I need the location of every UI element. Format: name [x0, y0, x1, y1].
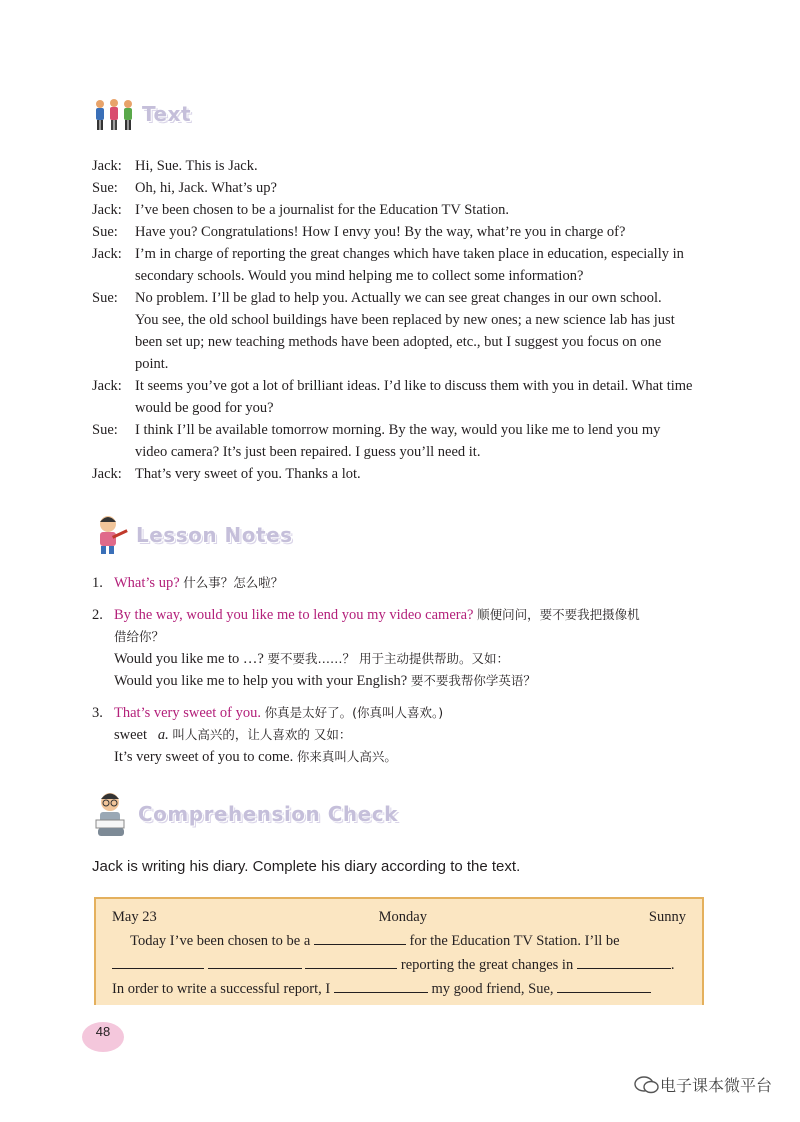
speaker: Jack: — [92, 466, 122, 482]
speech-line: I’m in charge of reporting the great changes which have taken place in education, especially in — [135, 246, 684, 262]
dialogue — [92, 155, 712, 485]
dialogue-line — [92, 199, 712, 221]
answer-blank[interactable] — [112, 954, 204, 969]
speech — [135, 375, 712, 419]
page-number: 48 — [82, 1022, 124, 1052]
answer-blank[interactable] — [557, 978, 651, 993]
watermark: 电子课本微平台 — [634, 1073, 772, 1096]
diary-weather: Sunny — [648, 909, 686, 925]
speech-line: video camera? It’s just been repaired. I guess you’ll need it. — [135, 444, 481, 460]
student-reading-icon — [92, 790, 132, 838]
answer-blank[interactable] — [577, 954, 671, 969]
speech-line: I think I’ll be available tomorrow morning. By the way, would you like me to lend you my — [135, 422, 661, 438]
speech-line: You see, the old school buildings have been replaced by new ones; a new science lab has just — [135, 312, 675, 328]
speaker: Sue: — [92, 290, 118, 306]
dialogue-line — [92, 221, 712, 243]
section-header-notes — [92, 514, 293, 556]
speaker: Jack: — [92, 246, 122, 262]
dialogue-line — [92, 177, 712, 199]
diary-day: Monday — [378, 909, 427, 925]
speech-line: would be good for you? — [135, 400, 274, 416]
speech-line: Hi, Sue. This is Jack. — [135, 158, 258, 174]
section-title: Lesson Notes — [136, 523, 293, 547]
dialogue-line — [92, 463, 712, 485]
speaker: Sue: — [92, 422, 118, 438]
people-icon — [92, 96, 136, 132]
section-header-check — [92, 790, 398, 838]
speech-line: That’s very sweet of you. Thanks a lot. — [135, 466, 361, 482]
answer-blank[interactable] — [208, 954, 302, 969]
speech — [135, 199, 712, 221]
speech-line: It seems you’ve got a lot of brilliant ideas. I’d like to discuss them with you in detail. What time — [135, 378, 693, 394]
student-writing-icon — [92, 514, 130, 556]
diary-date: May 23 — [112, 909, 157, 925]
dialogue-line — [92, 287, 712, 375]
dialogue-line — [92, 375, 712, 419]
speaker: Sue: — [92, 180, 118, 196]
section-title: Text — [142, 102, 192, 126]
speech-line: point. — [135, 356, 169, 372]
diary-box: May 23 Monday Sunny Today I’ve been chosen to be a for the Education TV Station. I’ll be reporting the great changes in . In order to write a successful report, I my good friend, Sue, — [94, 897, 704, 1005]
speech-line: I’ve been chosen to be a journalist for the Education TV Station. — [135, 202, 509, 218]
section-title: Comprehension Check — [138, 802, 398, 826]
speaker: Jack: — [92, 202, 122, 218]
answer-blank[interactable] — [334, 978, 428, 993]
speech — [135, 177, 712, 199]
speech — [135, 221, 712, 243]
dialogue-line — [92, 155, 712, 177]
speech — [135, 419, 712, 463]
speech — [135, 287, 712, 375]
speech-line: Have you? Congratulations! How I envy you! By the way, what’re you in charge of? — [135, 224, 626, 240]
note-item: 1. What’s up? 什么事？怎么啦？ — [92, 575, 284, 591]
answer-blank[interactable] — [314, 930, 406, 945]
speech-line: been set up; new teaching methods have been adopted, etc., but I suggest you focus on one — [135, 334, 662, 350]
note-item: 3. That’s very sweet of you. 你真是太好了。(你真叫人喜欢。) sweet a. 叫人高兴的，让人喜欢的 又如： It’s very sweet of you to come. 你来真叫人高兴。 — [92, 705, 444, 765]
dialogue-line — [92, 243, 712, 287]
note-item: 2. By the way, would you like me to lend you my video camera? 顺便问问，要不要我把摄像机 借给你？ Would you like me to …? 要不要我……？ 用于主动提供帮助。又如： Would you like me to help you with your English? 要不要我帮你学英语？ — [92, 607, 640, 689]
speaker: Sue: — [92, 224, 118, 240]
speech — [135, 463, 712, 485]
speech — [135, 155, 712, 177]
chat-bubble-icon — [634, 1075, 660, 1095]
speech-line: Oh, hi, Jack. What’s up? — [135, 180, 277, 196]
section-header-text — [92, 96, 191, 132]
dialogue-line — [92, 419, 712, 463]
lesson-notes — [92, 572, 712, 778]
speech-line: secondary schools. Would you mind helping me to collect some information? — [135, 268, 584, 284]
speech — [135, 243, 712, 287]
instruction-text: Jack is writing his diary. Complete his diary according to the text. — [92, 858, 521, 875]
speaker: Jack: — [92, 158, 122, 174]
speech-line: No problem. I’ll be glad to help you. Actually we can see great changes in our own school. — [135, 290, 662, 306]
answer-blank[interactable] — [305, 954, 397, 969]
speaker: Jack: — [92, 378, 122, 394]
